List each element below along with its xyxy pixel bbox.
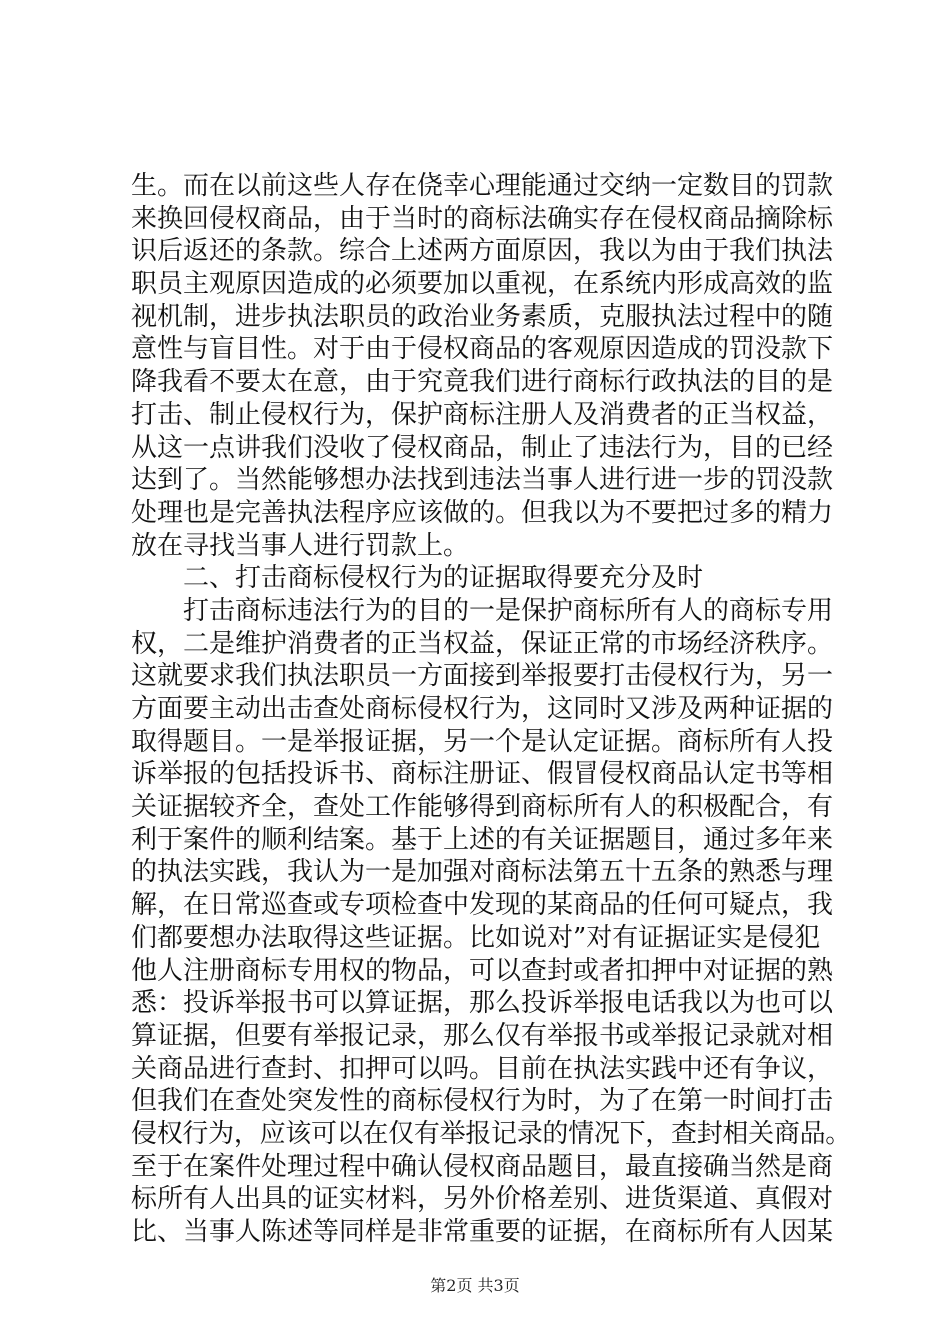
text-line: 来换回侵权商品，由于当时的商标法确实存在侵权商品摘除标	[131, 203, 834, 234]
text-line: 解，在日常巡查或专项检查中发现的某商品的任何可疑点，我	[131, 890, 834, 921]
text-line: 利于案件的顺利结案。基于上述的有关证据题目，通过多年来	[131, 824, 834, 855]
text-line: 识后返还的条款。综合上述两方面原因，我以为由于我们执法	[131, 236, 834, 267]
text-line: 们都要想办法取得这些证据。比如说对”对有证据证实是侵犯	[131, 922, 821, 953]
text-line: 生。而在以前这些人存在侥幸心理能通过交纳一定数目的罚款	[131, 171, 834, 201]
text-line: 放在寻找当事人进行罚款上。	[131, 530, 470, 561]
text-line: 职员主观原因造成的必须要加以重视，在系统内形成高效的监	[131, 269, 834, 300]
page-footer: 第2页 共3页	[430, 1276, 520, 1295]
text-line: 他人注册商标专用权的物品，可以查封或者扣押中对证据的熟	[131, 955, 834, 986]
text-line: 关商品进行查封、扣押可以吗。目前在执法实践中还有争议，	[131, 1053, 834, 1084]
text-line: 侵权行为，应该可以在仅有举报记录的情况下，查封相关商品。	[131, 1118, 851, 1149]
text-line: 取得题目。一是举报证据，另一个是认定证据。商标所有人投	[131, 726, 834, 757]
text-line: 比、当事人陈述等同样是非常重要的证据，在商标所有人因某	[131, 1217, 834, 1247]
text-line: 从这一点讲我们没收了侵权商品，制止了违法行为，目的已经	[131, 432, 834, 463]
text-line: 但我们在查处突发性的商标侵权行为时，为了在第一时间打击	[131, 1086, 834, 1117]
text-line: 诉举报的包括投诉书、商标注册证、假冒侵权商品认定书等相	[131, 759, 834, 790]
text-line: 算证据，但要有举报记录，那么仅有举报书或举报记录就对相	[131, 1020, 834, 1051]
text-line: 降我看不要太在意，由于究竟我们进行商标行政执法的目的是	[131, 367, 834, 398]
text-line: 方面要主动出击查处商标侵权行为，这同时又涉及两种证据的	[131, 694, 834, 724]
text-line: 标所有人出具的证实材料，另外价格差别、进货渠道、真假对	[131, 1184, 834, 1215]
text-line: 达到了。当然能够想办法找到违法当事人进行进一步的罚没款	[131, 465, 834, 496]
text-line: 关证据较齐全，查处工作能够得到商标所有人的积极配合，有	[131, 792, 834, 823]
text-line: 至于在案件处理过程中确认侵权商品题目，最直接确当然是商	[131, 1151, 834, 1182]
text-line: 二、打击商标侵权行为的证据取得要充分及时	[131, 563, 704, 594]
text-line: 的执法实践，我认为一是加强对商标法第五十五条的熟悉与理	[131, 857, 834, 888]
text-line: 打击、制止侵权行为，保护商标注册人及消费者的正当权益，	[131, 399, 834, 430]
text-line: 打击商标违法行为的目的一是保护商标所有人的商标专用	[131, 595, 834, 626]
text-line: 意性与盲目性。对于由于侵权商品的客观原因造成的罚没款下	[131, 334, 834, 365]
text-line: 悉：投诉举报书可以算证据，那么投诉举报电话我以为也可以	[131, 988, 834, 1019]
body-text	[131, 170, 851, 1249]
text-line: 权，二是维护消费者的正当权益，保证正常的市场经济秩序。	[131, 628, 834, 659]
text-line: 处理也是完善执法程序应该做的。但我以为不要把过多的精力	[131, 497, 834, 528]
text-line: 视机制，进步执法职员的政治业务素质，克服执法过程中的随	[131, 301, 834, 332]
text-line: 这就要求我们执法职员一方面接到举报要打击侵权行为，另一	[131, 661, 834, 692]
